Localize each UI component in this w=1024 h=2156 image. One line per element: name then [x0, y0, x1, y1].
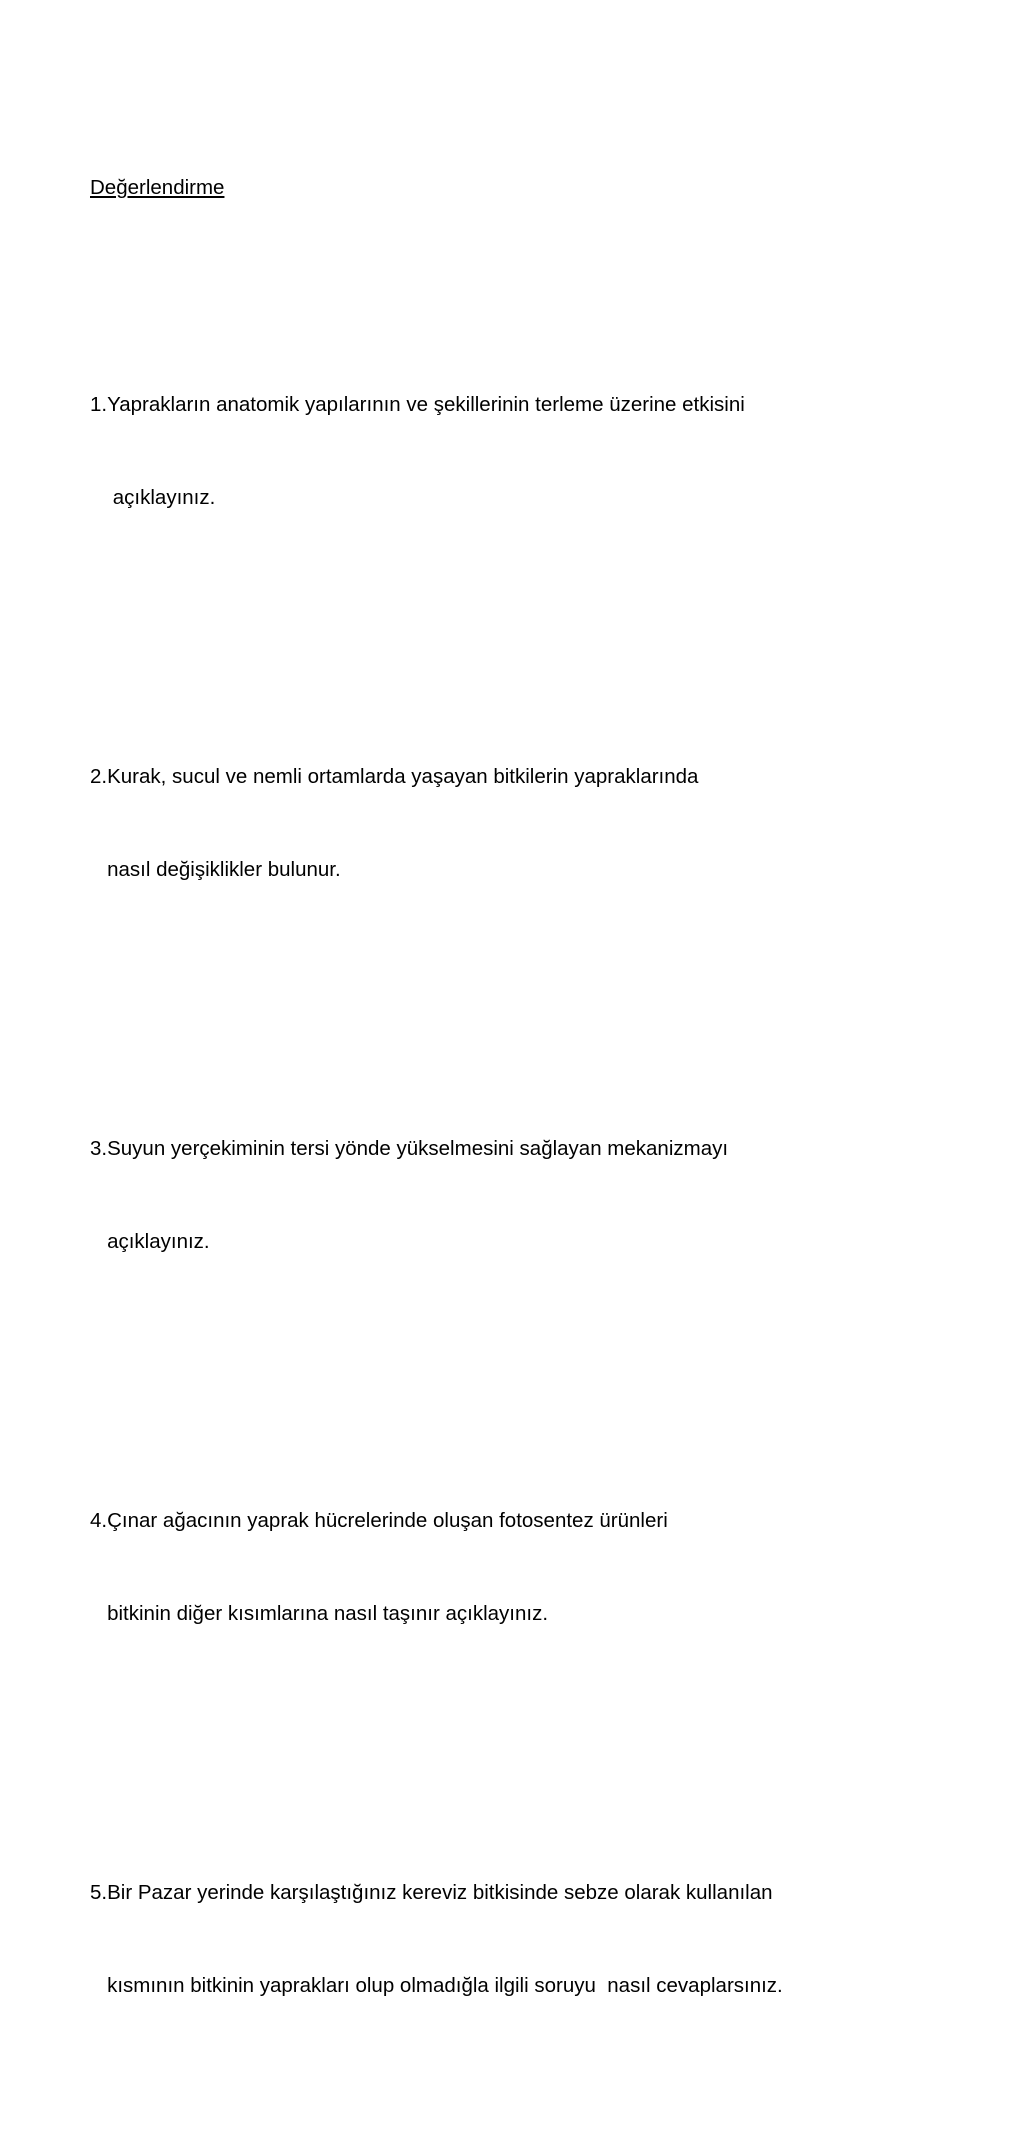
question-2 — [90, 699, 990, 947]
question-4-line-2: bitkinin diğer kısımlarına nasıl taşınır açıklayınız. — [90, 1602, 549, 1625]
question-4 — [90, 1443, 990, 1691]
question-3-line-1: 3.Suyun yerçekiminin tersi yönde yükselmesini sağlayan mekanizmayı — [90, 1137, 729, 1160]
question-4-line-1: 4.Çınar ağacının yaprak hücrelerinde oluşan fotosentez ürünleri — [90, 1509, 668, 1532]
slide-heading: Değerlendirme — [90, 176, 225, 199]
question-3-line-2: açıklayınız. — [90, 1230, 210, 1253]
question-5-line-1: 5.Bir Pazar yerinde karşılaştığınız kereviz bitkisinde sebze olarak kullanılan — [90, 1881, 773, 1904]
slide-content — [90, 110, 990, 2156]
question-5 — [90, 1815, 990, 2063]
question-5-line-2: kısmının bitkinin yaprakları olup olmadığla ilgili soruyu nasıl cevaplarsınız. — [90, 1974, 783, 1997]
question-2-line-2: nasıl değişiklikler bulunur. — [90, 858, 341, 881]
question-2-line-1: 2.Kurak, sucul ve nemli ortamlarda yaşayan bitkilerin yapraklarında — [90, 765, 699, 788]
question-1-line-1: 1.Yaprakların anatomik yapılarının ve şekillerinin terleme üzerine etkisini — [90, 393, 745, 416]
question-1-line-2: açıklayınız. — [90, 486, 216, 509]
question-3 — [90, 1071, 990, 1319]
question-1 — [90, 327, 990, 575]
